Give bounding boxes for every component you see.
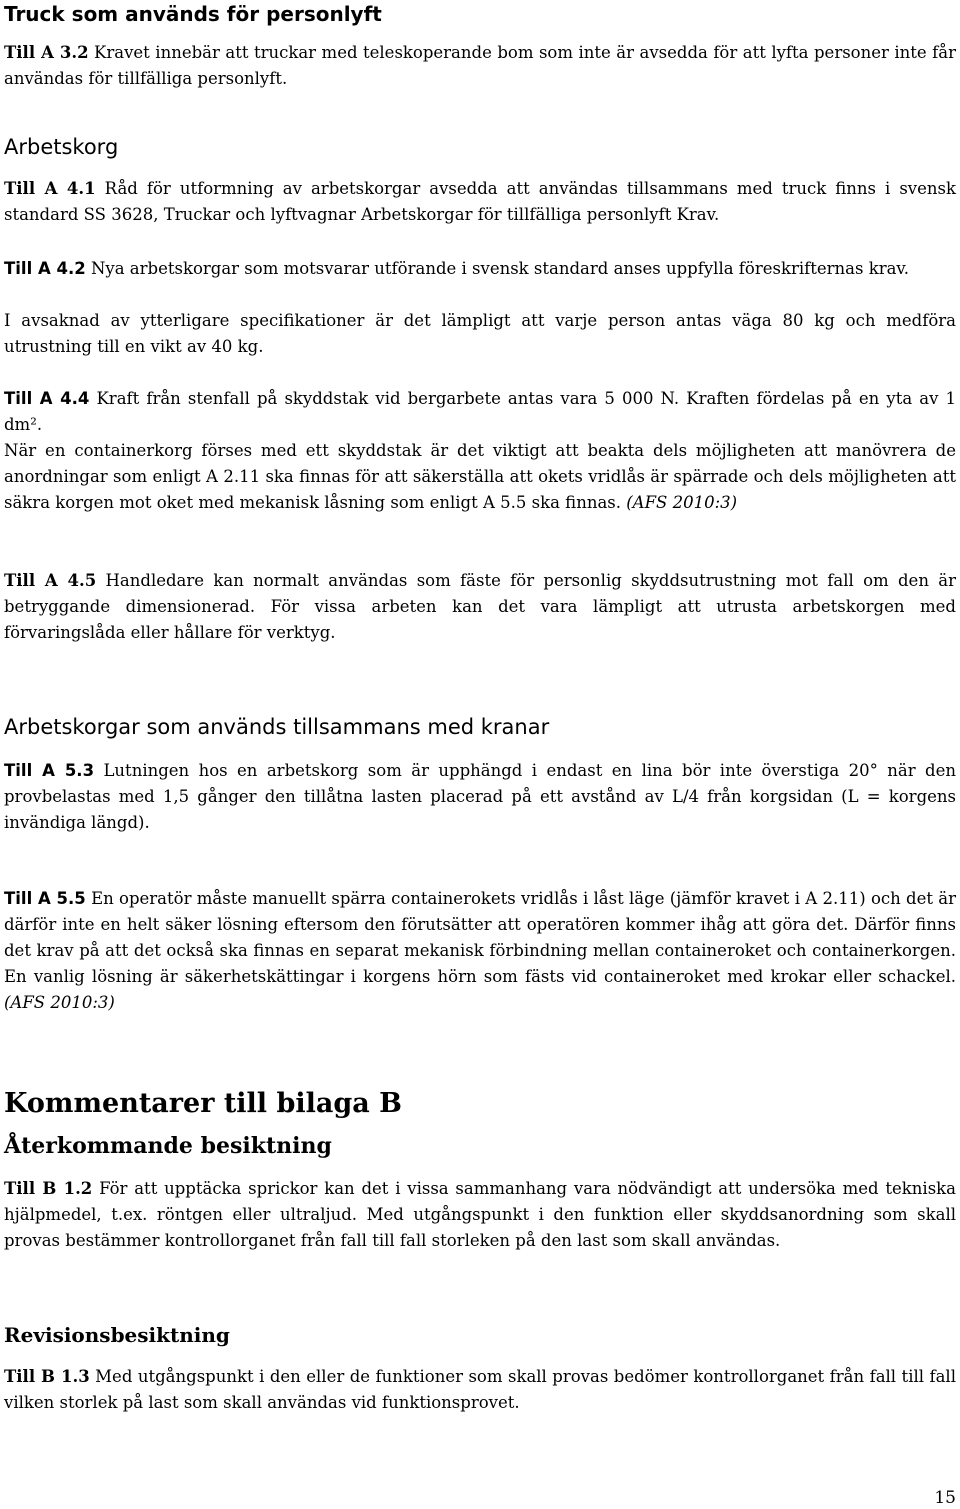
reference-label: Till B 1.2 xyxy=(4,1179,93,1198)
heading-revisionsbesiktning: Revisionsbesiktning xyxy=(4,1323,230,1347)
paragraph-text: En operatör måste manuellt spärra containerokets vridlås i låst läge (jämför kravet i A 2.11) och det är därför inte en helt säker lösning eftersom den förutsätter att operatören kommer ihåg att göra det. Därför finns det krav på att det också ska finnas en separat mekanisk förbindning mellan containeroket och containerkorgen. En vanlig lösning är säkerhetskättingar i korgens hörn som fästs vid containeroket med krokar eller schackel. xyxy=(4,889,956,986)
heading-truck-personlyft: Truck som används för personlyft xyxy=(4,2,382,26)
page-number: 15 xyxy=(934,1488,956,1508)
reference-label: Till B 1.3 xyxy=(4,1367,90,1386)
paragraph-b1-3 xyxy=(4,1364,956,1416)
paragraph-a4-4 xyxy=(4,386,956,438)
paragraph-a4-4-continued xyxy=(4,438,956,516)
reference-label: Till A 4.4 xyxy=(4,389,90,408)
reference-label: Till A 5.3 xyxy=(4,761,95,780)
paragraph-text: För att upptäcka sprickor kan det i vissa sammanhang vara nödvändigt att undersöka med tekniska hjälpmedel, t.ex. röntgen eller ultraljud. Med utgångspunkt i den funktion eller skyddsanordning som skall provas bestämmer kontrollorganet från fall till fall storleken på den last som skall användas. xyxy=(4,1179,956,1250)
paragraph-text: Råd för utformning av arbetskorgar avsedda att användas tillsammans med truck finns i svensk standard SS 3628, Truckar och lyftvagnar Arbetskorgar för tillfälliga personlyft Krav. xyxy=(4,179,956,224)
paragraph-b1-2 xyxy=(4,1176,956,1254)
paragraph-a3-2 xyxy=(4,40,956,92)
afs-reference: (AFS 2010:3) xyxy=(4,993,115,1012)
reference-label: Till A 4.2 xyxy=(4,259,86,278)
heading-bilaga-b: Kommentarer till bilaga B xyxy=(4,1088,402,1119)
paragraph-a4-1 xyxy=(4,176,956,228)
paragraph-text: Lutningen hos en arbetskorg som är upphängd i endast en lina bör inte överstiga 20° när den provbelastas med 1,5 gånger den tillåtna lasten placerad på ett avstånd av L/4 från korgsidan (L = korgens invändiga längd). xyxy=(4,761,956,832)
heading-aterkommande-besiktning: Återkommande besiktning xyxy=(4,1133,332,1159)
reference-label: Till A 5.5 xyxy=(4,889,86,908)
paragraph-text: Kraft från stenfall på skyddstak vid bergarbete antas vara 5 000 N. Kraften fördelas på en yta av 1 dm². xyxy=(4,389,956,434)
paragraph-a4-5 xyxy=(4,568,956,646)
heading-arbetskorg: Arbetskorg xyxy=(4,135,119,159)
paragraph-text: När en containerkorg förses med ett skyddstak är det viktigt att beakta dels möjligheten att manövrera de anordningar som enligt A 2.11 ska finnas för att säkerställa att okets vridlås är spärrade och dels möjligheten att säkra korgen mot oket med mekanisk låsning som enligt A 5.5 ska finnas. xyxy=(4,441,956,512)
paragraph-text: Med utgångspunkt i den eller de funktioner som skall provas bedömer kontrollorganet från fall till fall vilken storlek på last som skall användas vid funktionsprovet. xyxy=(4,1367,956,1412)
afs-reference: (AFS 2010:3) xyxy=(626,493,738,512)
paragraph-a5-5 xyxy=(4,886,956,1016)
paragraph-a5-3 xyxy=(4,758,956,836)
heading-kranar: Arbetskorgar som används tillsammans med kranar xyxy=(4,715,550,739)
reference-label: Till A 3.2 xyxy=(4,43,89,62)
paragraph-a4-2 xyxy=(4,256,956,282)
paragraph-text: Handledare kan normalt användas som fäste för personlig skyddsutrustning mot fall om den är betryggande dimensionerad. För vissa arbeten kan det vara lämpligt att utrusta arbetskorgen med förvaringslåda eller hållare för verktyg. xyxy=(4,571,956,642)
reference-label: Till A 4.1 xyxy=(4,179,96,198)
paragraph-text: Nya arbetskorgar som motsvarar utförande i svensk standard anses uppfylla föreskrifternas krav. xyxy=(85,259,910,278)
paragraph-a4-2-continued: I avsaknad av ytterligare specifikationer är det lämpligt att varje person antas väga 80 kg och medföra utrustning till en vikt av 40 kg. xyxy=(4,311,956,356)
paragraph-text: Kravet innebär att truckar med teleskoperande bom som inte är avsedda för att lyfta personer inte får användas för tillfälliga personlyft. xyxy=(4,43,956,88)
reference-label: Till A 4.5 xyxy=(4,571,97,590)
